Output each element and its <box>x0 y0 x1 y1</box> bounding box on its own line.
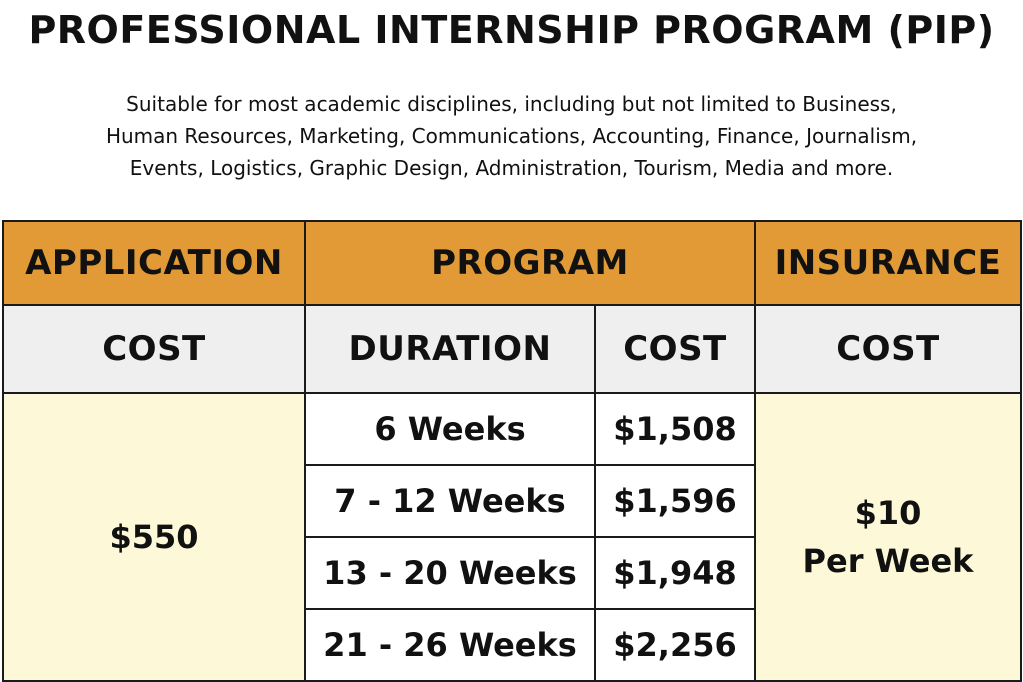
subheader-row <box>3 305 1021 393</box>
insurance-cost-value <box>755 393 1021 681</box>
program-cost-cell: $1,948 <box>595 537 755 609</box>
program-cost-cell: $2,256 <box>595 609 755 681</box>
insurance-amount: $10 <box>854 494 922 532</box>
duration-cell: 6 Weeks <box>305 393 595 465</box>
header-row <box>3 221 1021 305</box>
program-duration-header: DURATION <box>305 305 595 393</box>
duration-cell: 21 - 26 Weeks <box>305 609 595 681</box>
program-header: PROGRAM <box>305 221 755 305</box>
program-cost-cell: $1,596 <box>595 465 755 537</box>
table-row <box>3 393 1021 465</box>
duration-cell: 13 - 20 Weeks <box>305 537 595 609</box>
application-cost-value: $550 <box>3 393 305 681</box>
description-line: Suitable for most academic disciplines, including but not limited to Business, <box>126 92 897 116</box>
application-cost-header: COST <box>3 305 305 393</box>
pricing-table <box>2 220 1022 682</box>
insurance-period: Per Week <box>802 542 974 580</box>
program-cost-cell: $1,508 <box>595 393 755 465</box>
insurance-header: INSURANCE <box>755 221 1021 305</box>
description-line: Events, Logistics, Graphic Design, Administration, Tourism, Media and more. <box>129 156 894 180</box>
description-line: Human Resources, Marketing, Communications, Accounting, Finance, Journalism, <box>105 124 918 148</box>
insurance-cost-header: COST <box>755 305 1021 393</box>
application-header: APPLICATION <box>3 221 305 305</box>
page-title: PROFESSIONAL INTERNSHIP PROGRAM (PIP) <box>28 8 995 52</box>
program-cost-header: COST <box>595 305 755 393</box>
duration-cell: 7 - 12 Weeks <box>305 465 595 537</box>
program-description <box>0 88 1023 184</box>
